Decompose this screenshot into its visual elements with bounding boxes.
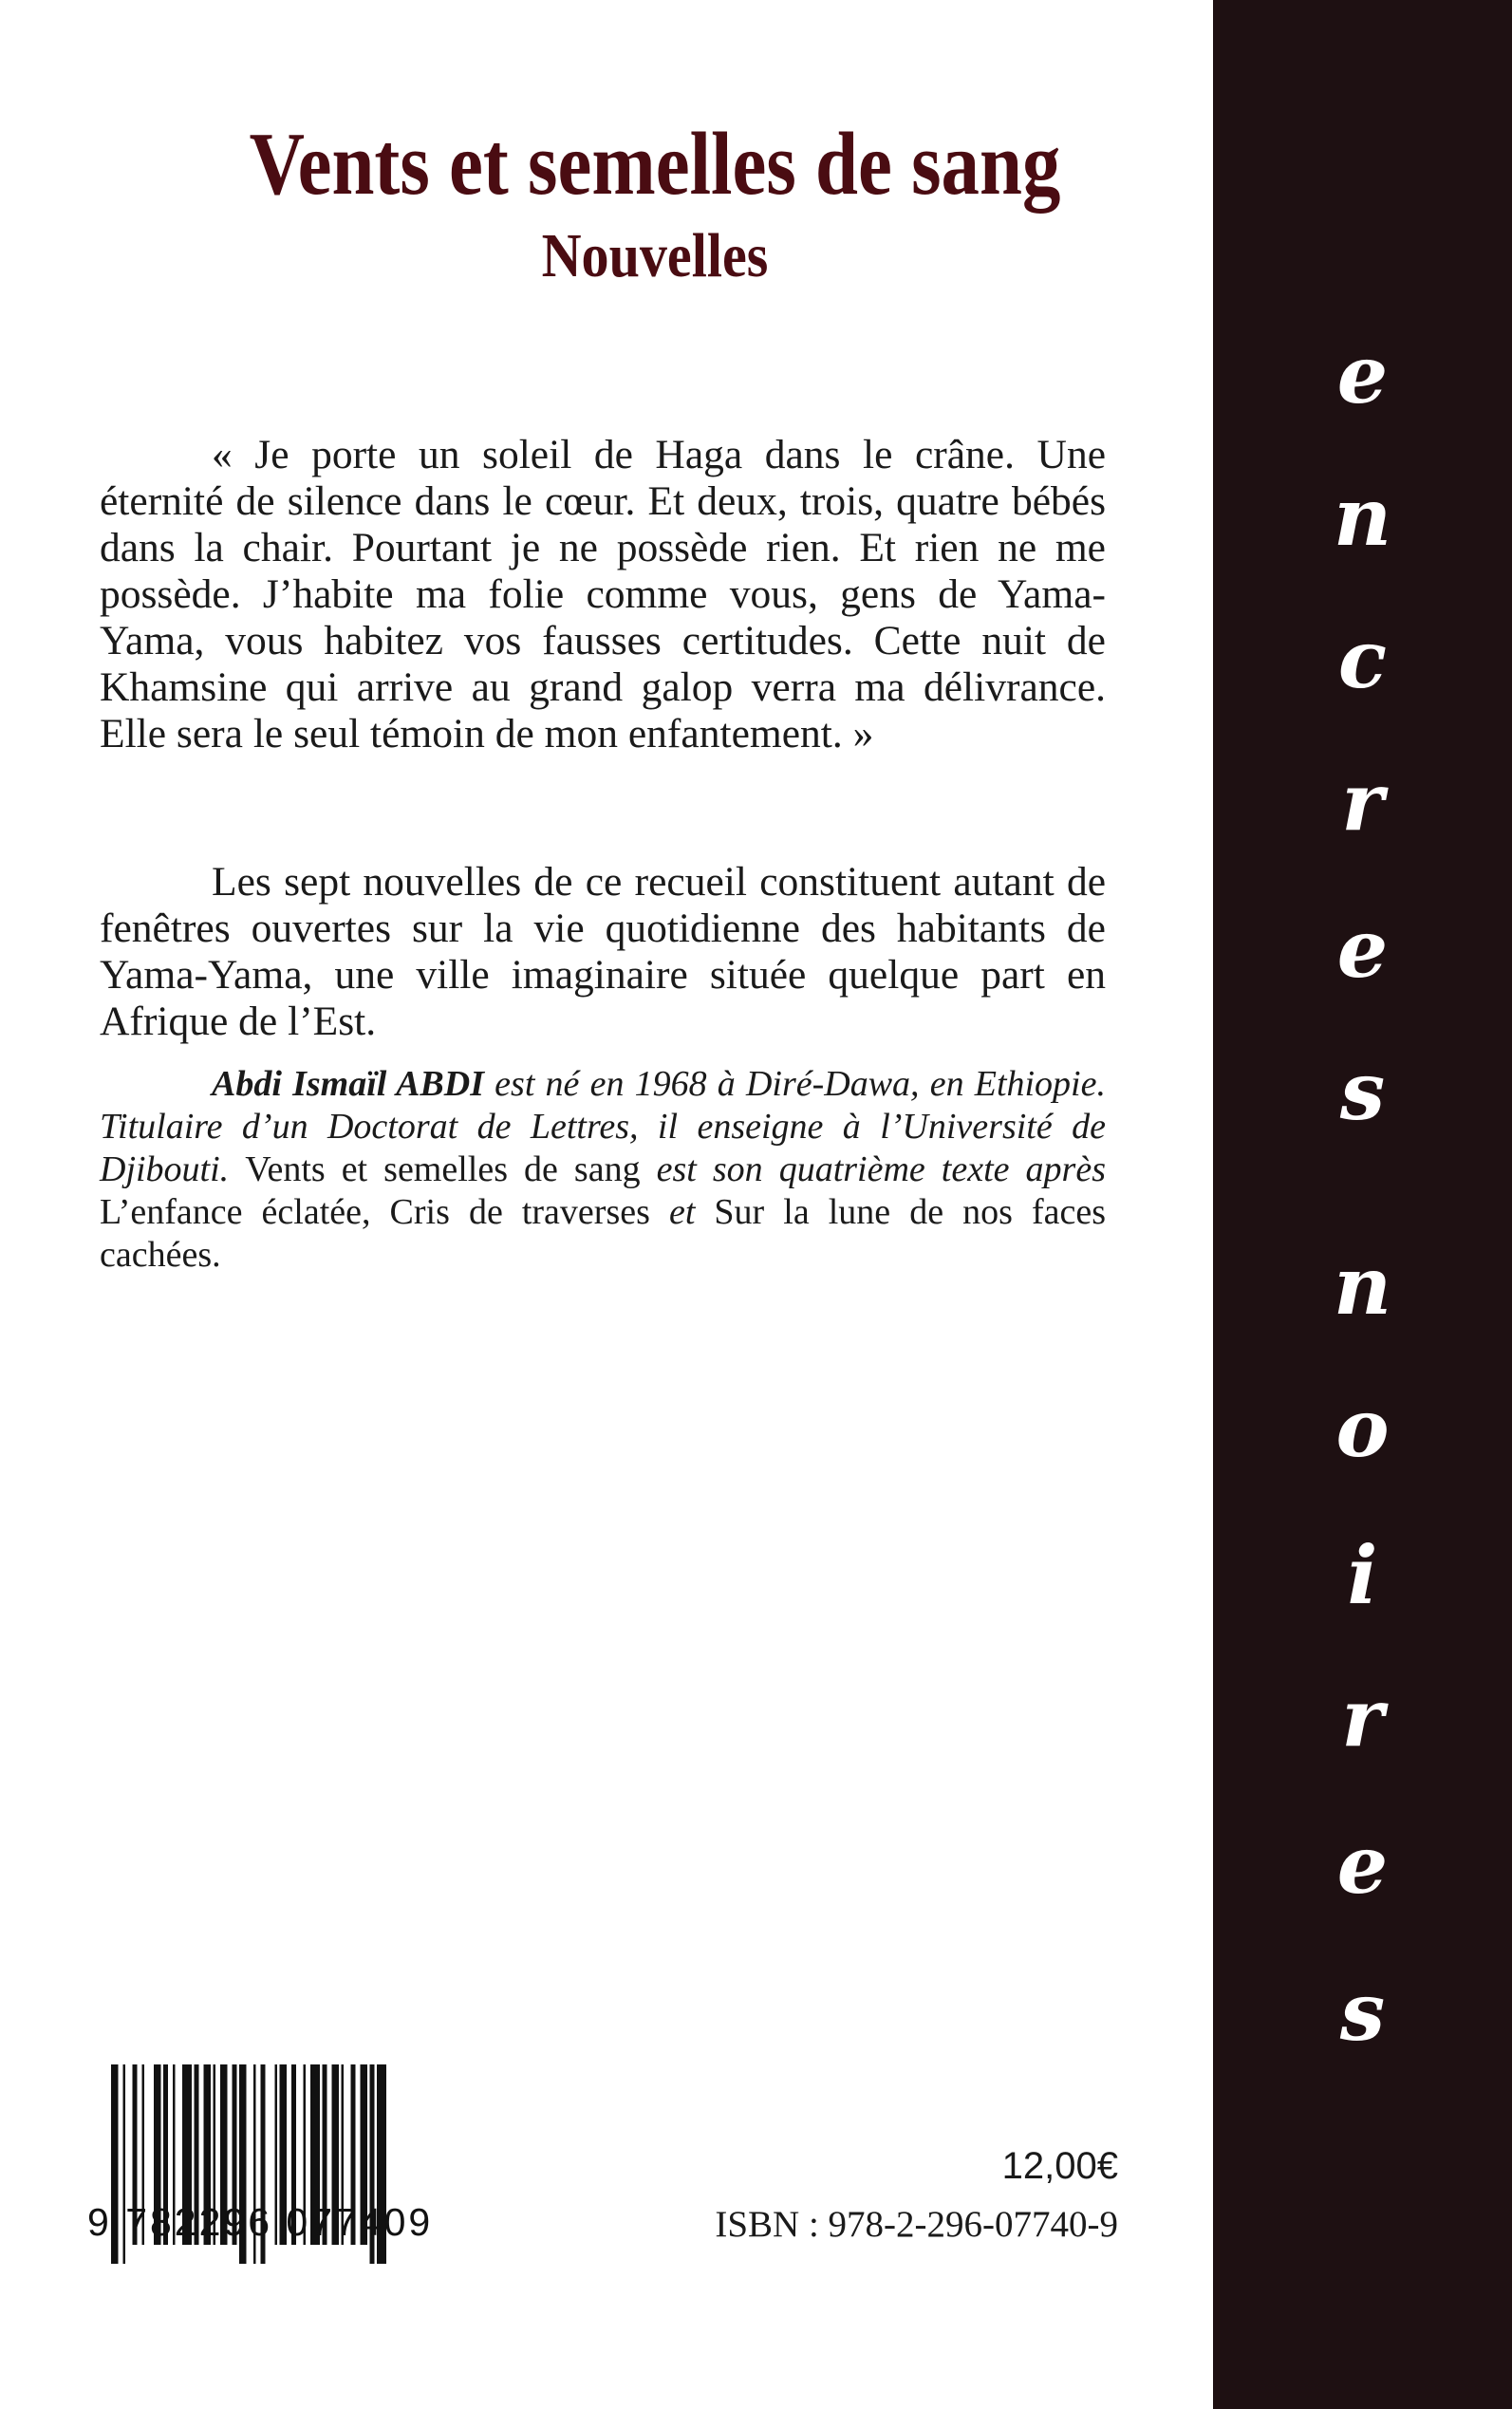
spine-letter: e: [1336, 327, 1389, 421]
author-bio-part2: est son quatrième texte après: [640, 1149, 1107, 1189]
spine-letter: n: [1333, 470, 1392, 564]
book-title-4: Sur la lune de nos faces cachées: [100, 1192, 1106, 1275]
spine-letter: e: [1336, 902, 1389, 996]
spine-letter: s: [1339, 1965, 1386, 2059]
author-bio: [100, 1063, 1106, 1277]
book-title-3: Cris de traverses: [389, 1192, 650, 1232]
spine-letter: n: [1333, 1239, 1392, 1333]
spine-letter: s: [1339, 1044, 1386, 1138]
author-bio-separator: ,: [362, 1192, 390, 1232]
quote-paragraph: « Je porte un soleil de Haga dans le crâne. Une éternité de silence dans le cœur. Et deux, trois, quatre bébés dans la chair. Pourtant je ne possède rien. Et rien ne me possède. J’habite ma folie comme vous, gens de Yama-Yama, vous habitez vos fausses certitudes. Cette nuit de Khamsine qui arrive au grand galop verra ma délivrance. Elle sera le seul témoin de mon enfantement. »: [100, 432, 1106, 756]
spine-letter: e: [1336, 1818, 1389, 1912]
book-title-1: Vents et semelles de sang: [245, 1149, 641, 1189]
barcode-digits: 9 782296 077409: [87, 2200, 434, 2244]
spine-letter: r: [1341, 755, 1384, 849]
book-subtitle: Nouvelles: [541, 221, 769, 290]
author-bio-part1: est né en 1968 à Diré-Dawa, en Ethiopie. Titulaire d’un Doctorat de Lettres, il enseigne à l’Université de Djibouti.: [100, 1064, 1106, 1189]
collection-spine: [1213, 0, 1512, 2409]
book-title-2: L’enfance éclatée: [100, 1192, 362, 1232]
isbn: ISBN : 978-2-296-07740-9: [715, 2204, 1118, 2245]
author-bio-part3: et: [649, 1192, 715, 1232]
author-bio-end: .: [212, 1235, 221, 1275]
book-title: Vents et semelles de sang: [249, 115, 1061, 214]
summary-paragraph: Les sept nouvelles de ce recueil constituent autant de fenêtres ouvertes sur la vie quotidienne des habitants de Yama-Yama, une ville imaginaire située quelque part en Afrique de l’Est.: [100, 859, 1106, 1044]
author-name: Abdi Ismaïl ABDI: [212, 1064, 484, 1104]
spine-letter: o: [1335, 1381, 1390, 1475]
spine-letter: i: [1347, 1528, 1378, 1622]
spine-letter: r: [1341, 1671, 1384, 1765]
spine-letter: c: [1337, 612, 1388, 706]
price: 12,00€: [1001, 2145, 1118, 2187]
